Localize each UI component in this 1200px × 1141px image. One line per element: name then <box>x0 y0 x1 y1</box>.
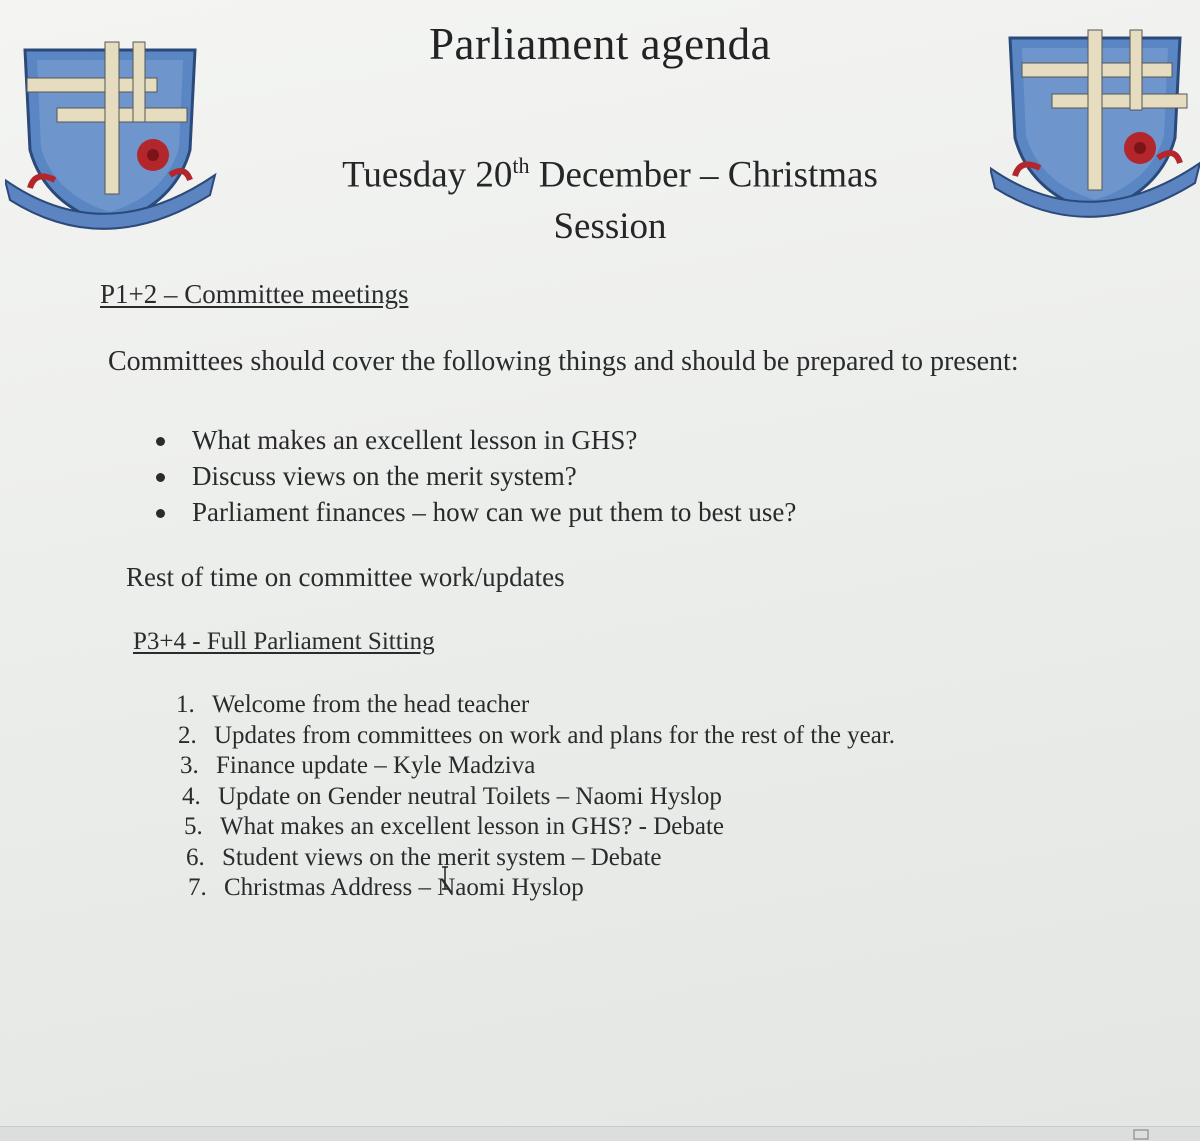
list-item <box>176 751 895 782</box>
item-text: Welcome from the head teacher <box>212 691 530 718</box>
list-item <box>176 690 895 721</box>
section-heading-committee-meetings: P1+2 – Committee meetings <box>100 279 409 309</box>
item-number: 6. <box>186 843 205 871</box>
list-item <box>176 812 895 843</box>
status-bar <box>0 1126 1200 1141</box>
item-number: 4. <box>182 782 201 810</box>
session-subtitle <box>300 140 920 253</box>
subtitle-session: December – Christmas Session <box>529 154 878 248</box>
window-icon[interactable] <box>1130 1128 1154 1140</box>
subtitle-date: Tuesday 20 <box>342 154 513 196</box>
item-number: 7. <box>188 874 207 901</box>
list-item: Discuss views on the merit system? <box>150 458 796 494</box>
list-item <box>176 782 895 813</box>
item-text: Update on Gender neutral Toilets – Naomi Hyslop <box>218 782 722 810</box>
section-heading-full-parliament: P3+4 - Full Parliament Sitting <box>133 628 435 655</box>
text-cursor-icon <box>440 866 450 890</box>
item-number: 3. <box>180 752 199 779</box>
item-text: Updates from committees on work and plans for the rest of the year. <box>214 721 896 749</box>
item-text: Finance update – Kyle Madziva <box>216 752 536 779</box>
list-item: What makes an excellent lesson in GHS? <box>150 422 796 458</box>
item-text: Christmas Address – Naomi Hyslop <box>224 874 584 901</box>
item-number: 2. <box>178 721 197 749</box>
committee-topics-list <box>150 422 796 530</box>
committee-instructions: Committees should cover the following things and should be prepared to present: <box>108 346 1019 377</box>
item-text: What makes an excellent lesson in GHS? - Debate <box>220 813 724 840</box>
sitting-agenda-list <box>176 690 895 904</box>
list-item <box>176 843 895 874</box>
list-item <box>176 721 895 752</box>
rest-of-time-note: Rest of time on committee work/updates <box>126 562 565 592</box>
item-number: 5. <box>184 813 203 840</box>
item-text: Student views on the merit system – Debate <box>222 843 662 871</box>
list-item: Parliament finances – how can we put them to best use? <box>150 494 796 530</box>
item-number: 1. <box>176 691 195 718</box>
subtitle-ordinal: th <box>512 153 530 178</box>
list-item <box>176 873 895 904</box>
agenda-title: Parliament agenda <box>428 19 772 69</box>
